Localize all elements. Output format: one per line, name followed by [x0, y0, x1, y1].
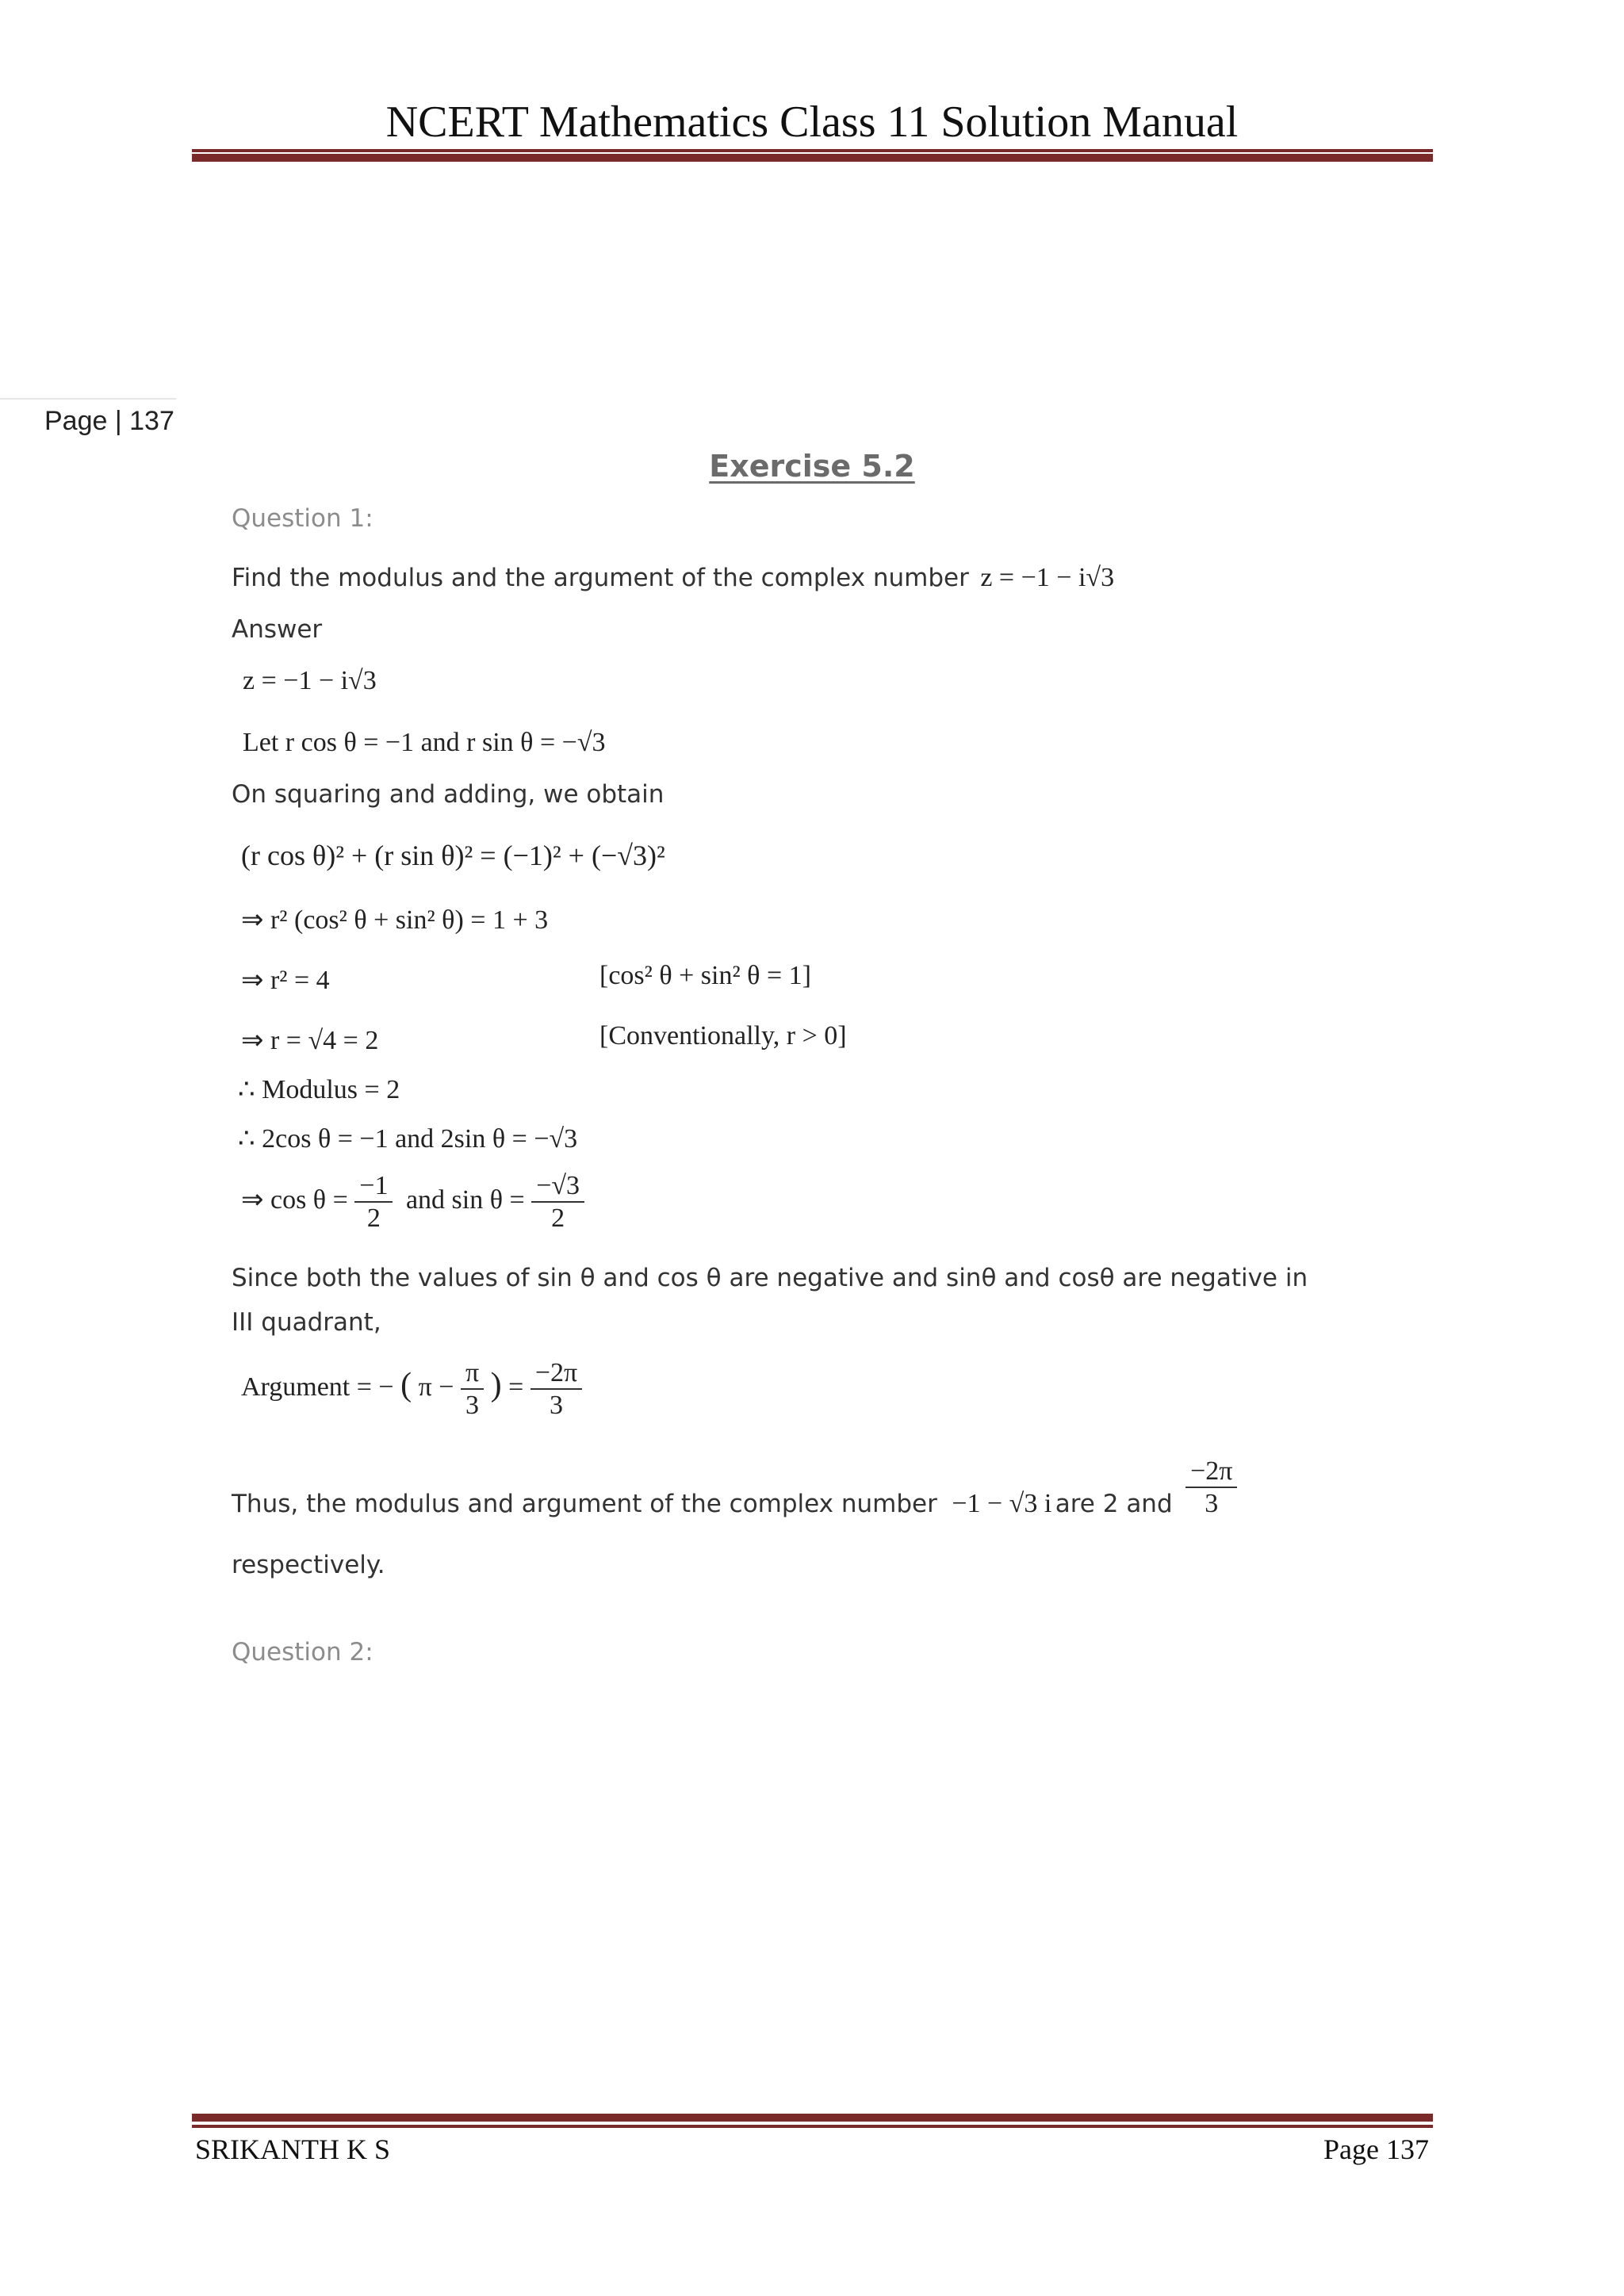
equation-1: (r cos θ)² + (r sin θ)² = (−1)² + (−√3)² [241, 840, 665, 871]
conclusion-numerator: −2π [1185, 1456, 1237, 1488]
respectively-text: respectively. [232, 1551, 385, 1579]
cos-fraction-denominator: 2 [366, 1203, 381, 1234]
cos-fraction-numerator: −1 [354, 1170, 393, 1203]
since-line-2: III quadrant, [232, 1308, 381, 1337]
solution-line-let: Let r cos θ = −1 and r sin θ = −√3 [243, 728, 606, 757]
question-1-label: Question 1: [232, 504, 373, 533]
argument-result-fraction [530, 1357, 582, 1421]
exercise-title: Exercise 5.2 [709, 449, 915, 484]
equation-2: ⇒ r² (cos² θ + sin² θ) = 1 + 3 [241, 905, 549, 935]
equation-3: ⇒ r² = 4 [241, 966, 330, 995]
conclusion-fraction [1185, 1456, 1237, 1519]
argument-result-denominator: 3 [549, 1391, 563, 1421]
conclusion-denominator: 3 [1205, 1489, 1219, 1519]
argument-result-numerator: −2π [530, 1357, 582, 1390]
argument-inner-numerator: π [461, 1357, 484, 1390]
sin-fraction [531, 1170, 584, 1234]
equation-3-note: [cos² θ + sin² θ = 1] [599, 961, 811, 990]
header-rule-thick [192, 154, 1433, 162]
equation-5: ∴ 2cos θ = −1 and 2sin θ = −√3 [238, 1124, 578, 1154]
answer-label: Answer [232, 615, 323, 644]
squaring-text: On squaring and adding, we obtain [232, 780, 665, 809]
argument-inner-denominator: 3 [465, 1391, 480, 1421]
question-1-text: Find the modulus and the argument of the complex number [232, 564, 969, 592]
question-2-label: Question 2: [232, 1638, 373, 1667]
question-1-text-line [232, 563, 1114, 593]
footer-author: SRIKANTH K S [195, 2133, 391, 2165]
conclusion-text: Thus, the modulus and argument of the complex number [232, 1490, 937, 1519]
equation-6 [241, 1170, 584, 1234]
side-divider [0, 398, 176, 400]
sin-fraction-numerator: −√3 [531, 1170, 584, 1203]
argument-equation [241, 1357, 582, 1421]
cos-fraction [354, 1170, 393, 1234]
side-page-label: Page | 137 [44, 406, 174, 436]
solution-line-z: z = −1 − i√3 [243, 666, 377, 695]
equation-4: ⇒ r = √4 = 2 [241, 1026, 379, 1055]
argument-inner-fraction [461, 1357, 484, 1421]
header-rule-thin [192, 149, 1433, 152]
argument-close-paren: ) [490, 1366, 502, 1403]
footer-rule-thick [192, 2114, 1433, 2122]
argument-inner: π − [418, 1372, 454, 1402]
sin-fraction-denominator: 2 [551, 1203, 565, 1234]
equation-4-note: [Conventionally, r > 0] [599, 1021, 847, 1050]
conclusion-line [232, 1456, 1237, 1519]
equation-6-mid: and sin θ = [405, 1184, 525, 1215]
argument-open-paren: ( [400, 1366, 412, 1403]
conclusion-are: are 2 and [1055, 1490, 1173, 1519]
since-line-1: Since both the values of sin θ and cos θ are negative and sinθ and cosθ are negative in [232, 1264, 1308, 1292]
modulus-result: ∴ Modulus = 2 [238, 1075, 400, 1104]
conclusion-expression: −1 − √3 i [952, 1489, 1052, 1519]
question-1-expression: z = −1 − i√3 [980, 563, 1115, 592]
equation-6-prefix: ⇒ cos θ = [241, 1184, 348, 1215]
argument-prefix: Argument = − [241, 1372, 394, 1402]
footer-rule-thin [192, 2125, 1433, 2128]
footer-page-number: Page 137 [1323, 2133, 1429, 2165]
header-title: NCERT Mathematics Class 11 Solution Manual [385, 98, 1239, 147]
argument-equals: = [508, 1372, 524, 1402]
